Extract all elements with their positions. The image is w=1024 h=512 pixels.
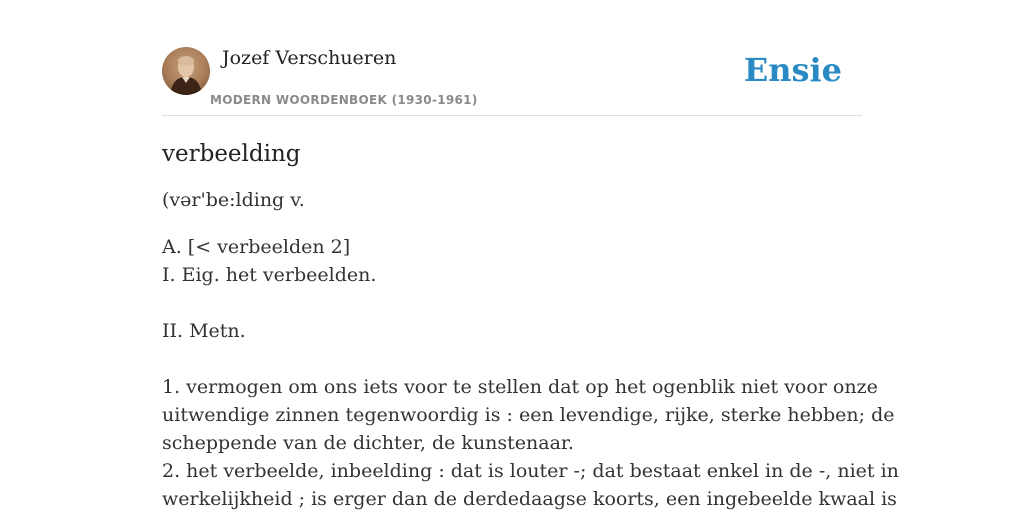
- author-name[interactable]: Jozef Verschueren: [222, 47, 397, 69]
- entry-pronunciation: (vər'be:lding v.: [162, 189, 305, 211]
- definition-line: scheppende van de dichter, de kunstenaar.: [162, 432, 574, 454]
- entry-content: [162, 136, 899, 512]
- definition-line: I. Eig. het verbeelden.: [162, 264, 377, 286]
- definition-line: 1. vermogen om ons iets voor te stellen dat op het ogenblik niet voor onze: [162, 376, 878, 398]
- definition-line: II. Metn.: [162, 320, 246, 342]
- author-header: [162, 44, 862, 116]
- definition-spacer: [162, 289, 842, 317]
- ensie-logo[interactable]: Ensie: [743, 51, 842, 89]
- definition-line: A. [< verbeelden 2]: [162, 236, 351, 258]
- definition-line: werkelijkheid ; is erger dan de derdedaagse koorts, een ingebeelde kwaal is: [162, 488, 897, 510]
- dictionary-source[interactable]: MODERN WOORDENBOEK (1930-1961): [210, 93, 478, 107]
- definition-line: uitwendige zinnen tegenwoordig is : een levendige, rijke, sterke hebben; de: [162, 404, 895, 426]
- definition-line: 2. het verbeelde, inbeelding : dat is louter -; dat bestaat enkel in de -, niet in: [162, 460, 899, 482]
- entry-term: verbeelding: [162, 141, 301, 167]
- entry-definition: [162, 233, 899, 512]
- definition-spacer: [162, 345, 842, 373]
- author-avatar[interactable]: [162, 47, 210, 95]
- author-portrait-icon: [162, 47, 210, 95]
